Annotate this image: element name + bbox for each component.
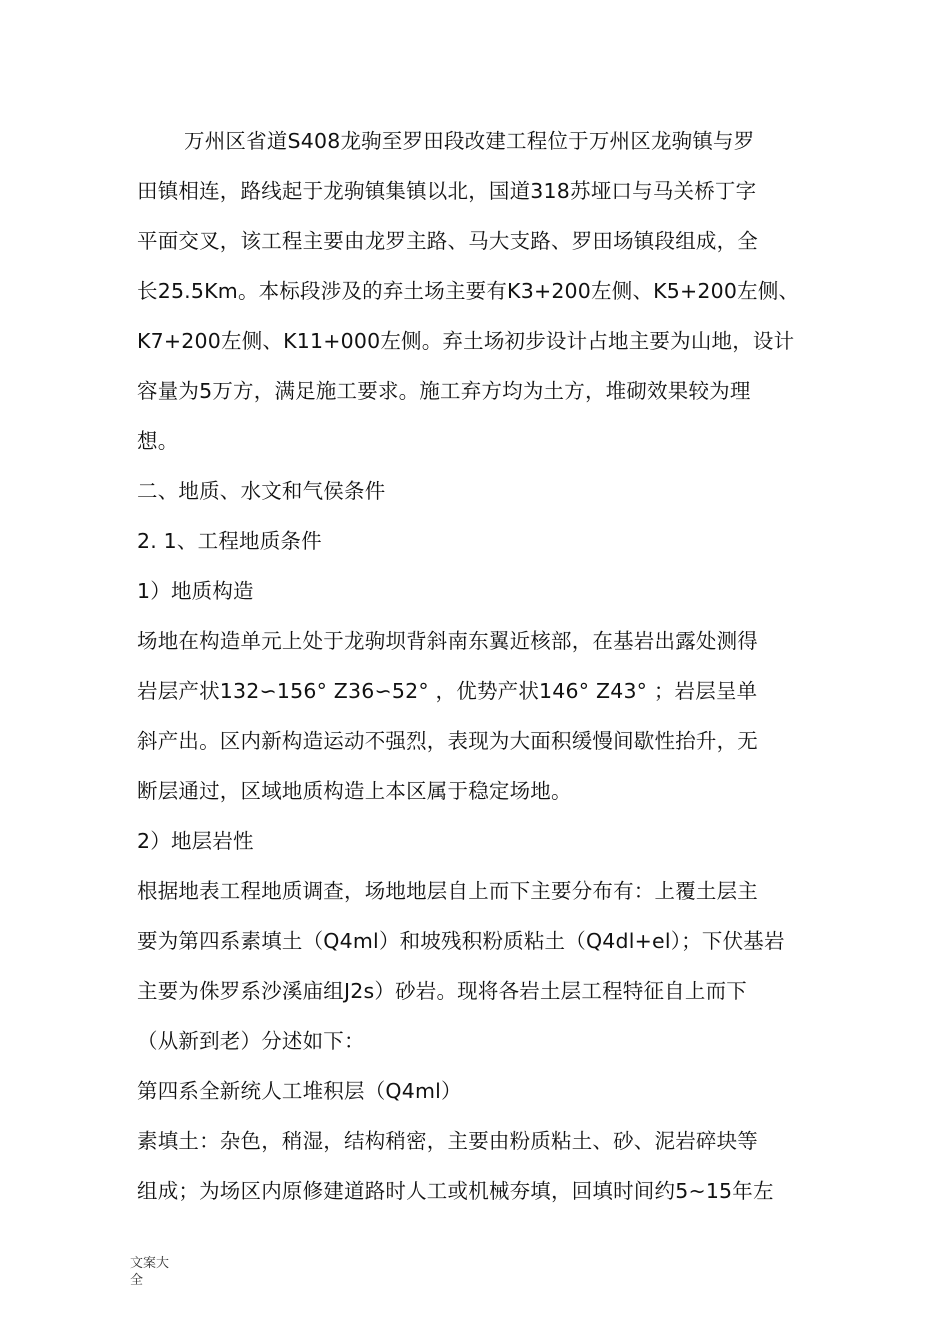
paragraph-line: 平面交叉，该工程主要由龙罗主路、马大支路、罗田场镇段组成，全 xyxy=(137,229,758,253)
paragraph-line: K7+200左侧、K11+000左侧。弃土场初步设计占地主要为山地，设计 xyxy=(137,329,795,353)
paragraph-line: 组成；为场区内原修建道路时人工或机械夯填，回填时间约5~15年左 xyxy=(137,1179,774,1203)
paragraph-line: 要为第四系素填土（Q4ml）和坡残积粉质粘土（Q4dl+el）；下伏基岩 xyxy=(137,929,785,953)
subsection-heading: 2）地层岩性 xyxy=(137,829,254,853)
paragraph-line: 想。 xyxy=(137,429,179,453)
paragraph-line: 主要为侏罗系沙溪庙组J2s）砂岩。现将各岩土层工程特征自上而下 xyxy=(137,979,747,1003)
paragraph-line: 断层通过，区域地质构造上本区属于稳定场地。 xyxy=(137,779,572,803)
document-body xyxy=(137,116,827,1216)
paragraph-line: 场地在构造单元上处于龙驹坝背斜南东翼近核部，在基岩出露处测得 xyxy=(137,629,758,653)
paragraph-line: 田镇相连，路线起于龙驹镇集镇以北，国道318苏垭口与马关桥丁字 xyxy=(137,179,757,203)
subsection-heading: 第四系全新统人工堆积层（Q4ml） xyxy=(137,1079,462,1103)
section-heading: 二、地质、水文和气侯条件 xyxy=(137,479,386,503)
footer-line: 全 xyxy=(130,1273,144,1288)
paragraph-line: 长25.5Km。本标段涉及的弃土场主要有K3+200左侧、K5+200左侧、 xyxy=(137,279,800,303)
paragraph-line: 斜产出。区内新构造运动不强烈，表现为大面积缓慢间歇性抬升，无 xyxy=(137,729,758,753)
paragraph-line: （从新到老）分述如下： xyxy=(137,1029,365,1053)
subsection-heading: 1）地质构造 xyxy=(137,579,254,603)
paragraph-line: 根据地表工程地质调查，场地地层自上而下主要分布有：上覆土层主 xyxy=(137,879,758,903)
paragraph-line: 容量为5万方，满足施工要求。施工弃方均为土方，堆砌效果较为理 xyxy=(137,379,751,403)
paragraph-line: 万州区省道S408龙驹至罗田段改建工程位于万州区龙驹镇与罗 xyxy=(184,129,755,153)
subsection-heading: 2. 1、工程地质条件 xyxy=(137,529,322,553)
footer-line: 文案大 xyxy=(130,1256,170,1271)
paragraph-line: 岩层产状132∽156° Z36∽52° ，优势产状146° Z43° ；岩层呈单 xyxy=(137,679,758,703)
paragraph-line: 素填土：杂色，稍湿，结构稍密，主要由粉质粘土、砂、泥岩碎块等 xyxy=(137,1129,758,1153)
page-footer xyxy=(130,1255,174,1289)
